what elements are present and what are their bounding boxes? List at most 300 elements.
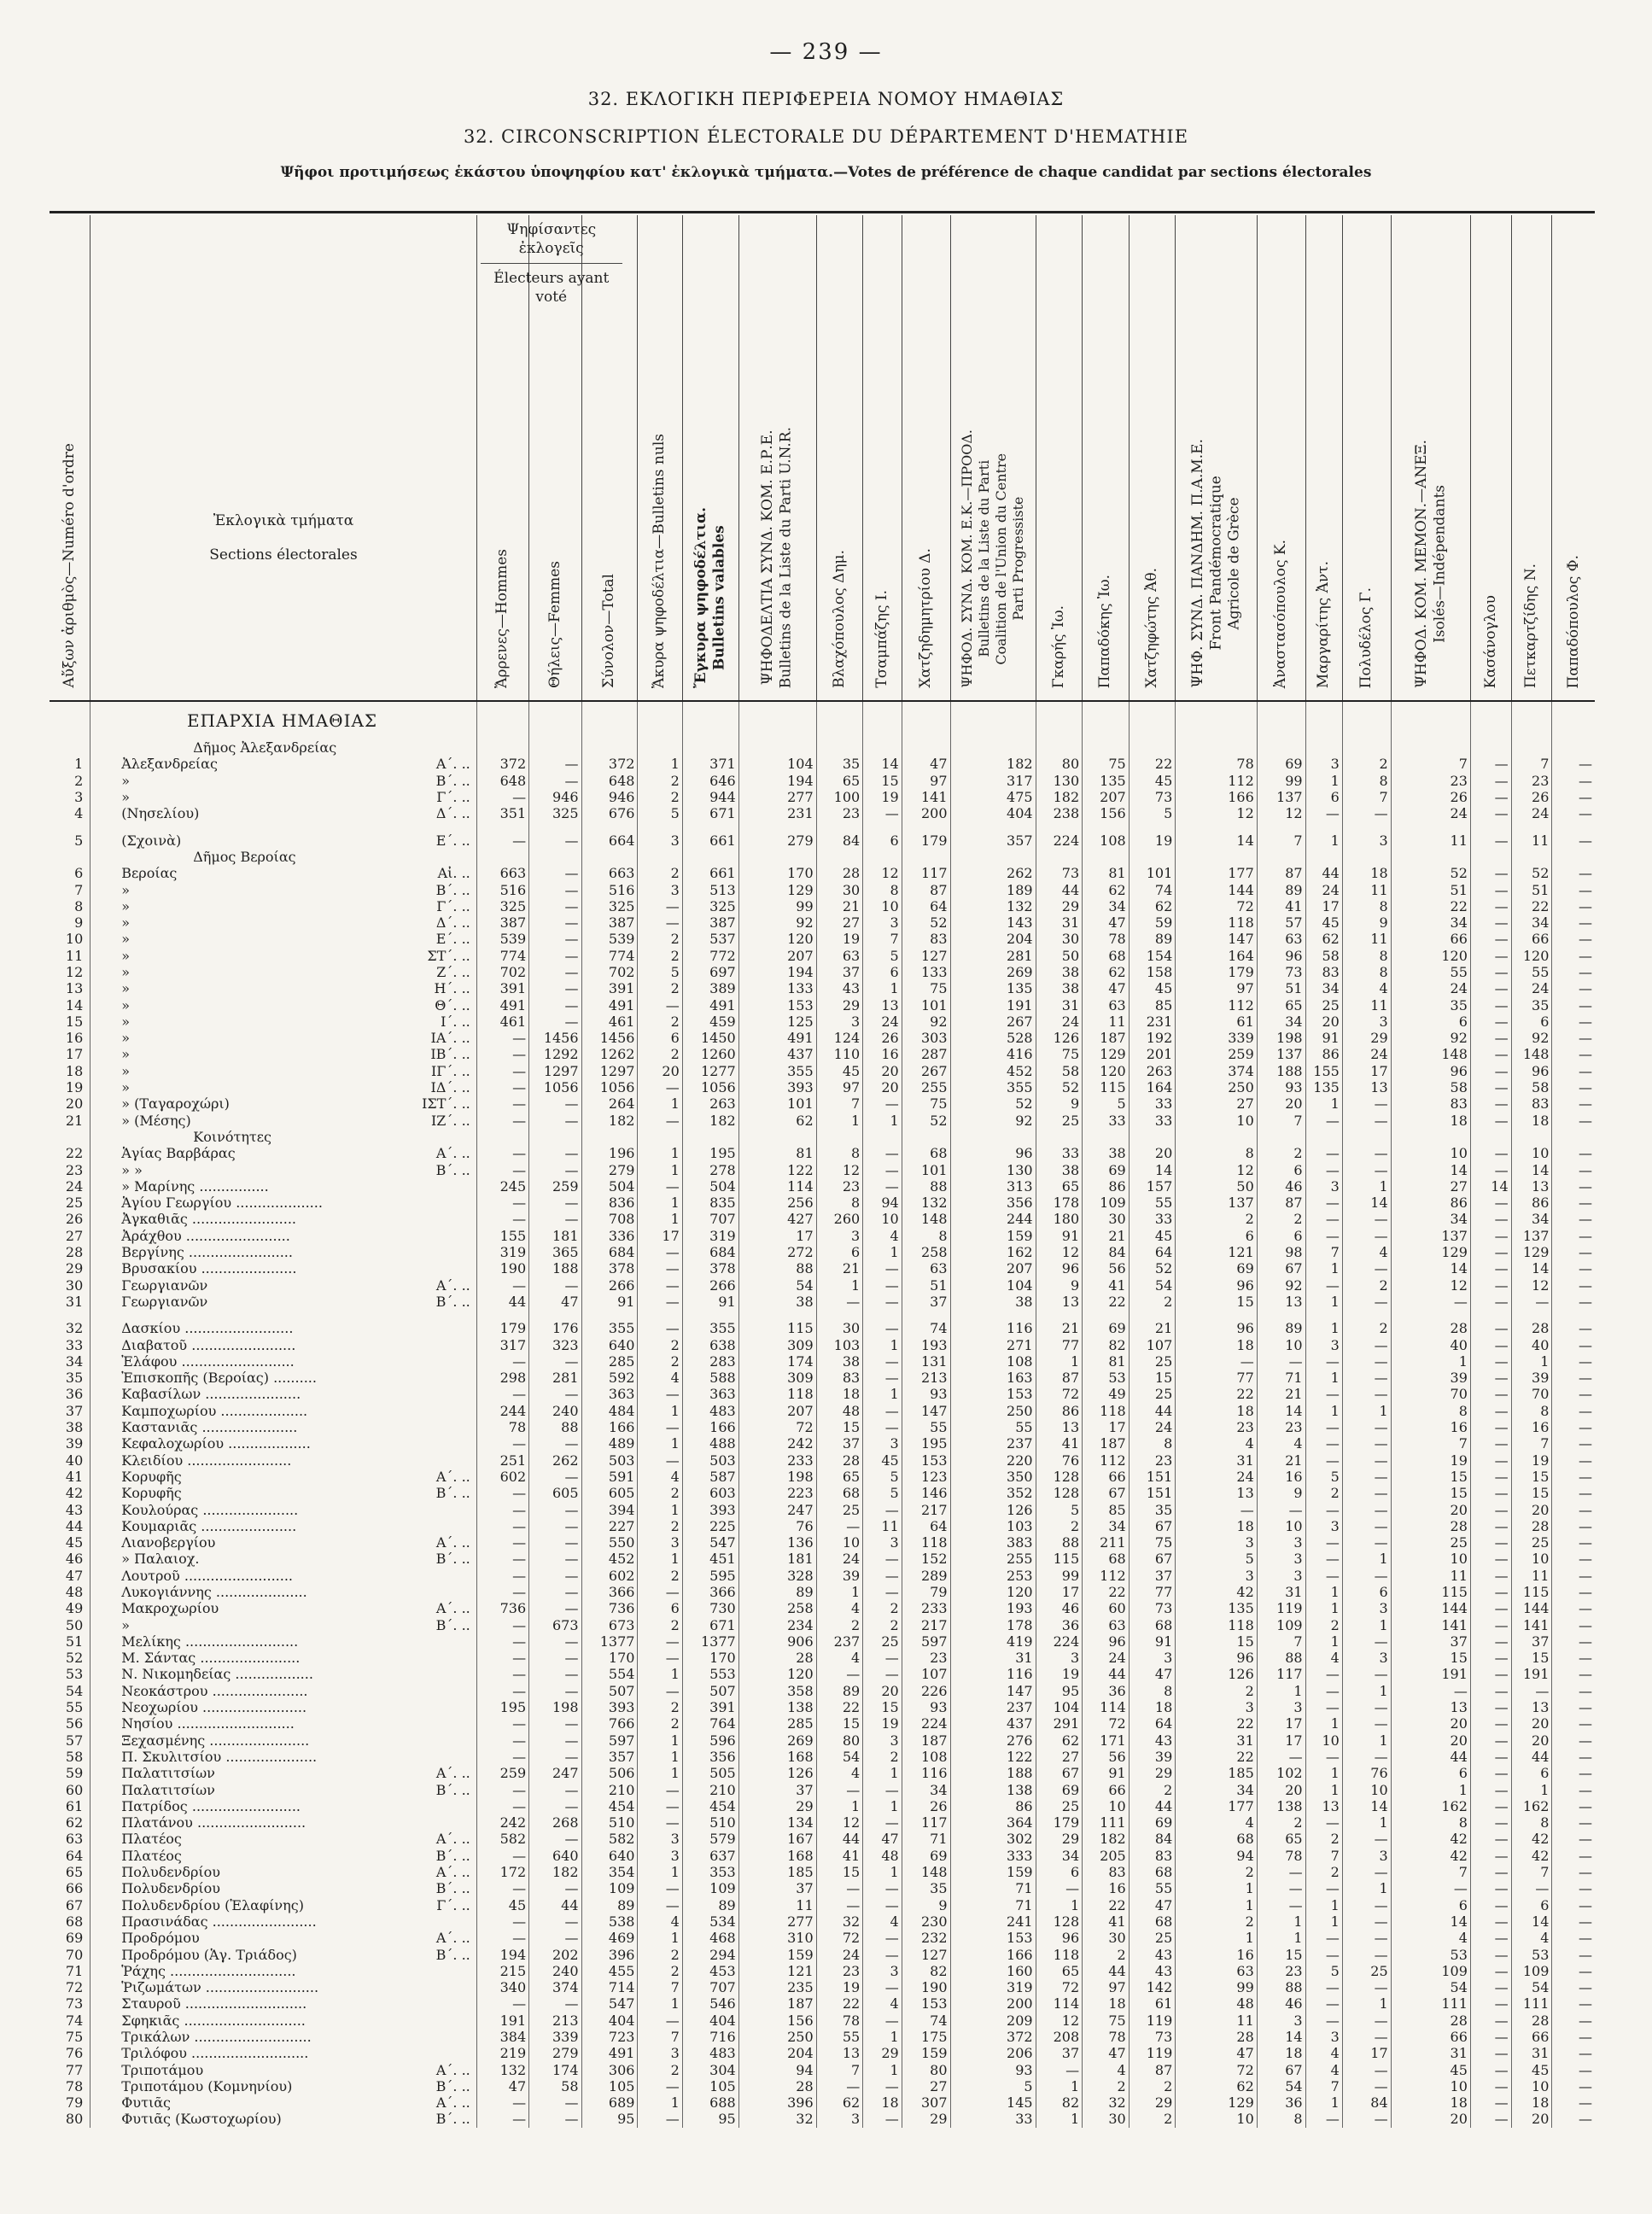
cell-b3: 64	[1129, 1715, 1176, 1732]
cell-b3: 73	[1129, 789, 1176, 805]
cell-a3: 83	[902, 931, 950, 947]
cell-a2: 1	[863, 1113, 902, 1129]
row-number: 10	[65, 931, 84, 948]
section-name	[90, 1079, 477, 1095]
table-row	[50, 1260, 1595, 1276]
cell-b2: 63	[1083, 996, 1130, 1013]
section-label: Ἐλάφου ..........................	[121, 1352, 295, 1370]
cell-t: 554	[581, 1666, 638, 1682]
cell-f: 247	[529, 1765, 581, 1781]
cell-val: 513	[682, 881, 738, 897]
row-number: 29	[65, 1260, 84, 1277]
cell-f: —	[529, 1633, 581, 1650]
cell-i3: —	[1552, 1386, 1595, 1402]
cell-anex: 31	[1391, 2045, 1470, 2061]
region-name: ΕΠΑΡΧΙΑ ΗΜΑΘΙΑΣ	[90, 701, 477, 739]
section-name	[90, 1946, 477, 1962]
cell-a2: —	[863, 1095, 902, 1112]
cell-val: 772	[682, 948, 738, 964]
section-part: Ζ΄. ..	[436, 964, 470, 980]
cell-val: 671	[682, 1616, 738, 1633]
cell-f: —	[529, 1161, 581, 1177]
cell-val: 387	[682, 914, 738, 931]
cell-m: —	[476, 1113, 528, 1129]
cell-anex: 20	[1391, 1501, 1470, 1517]
cell-epe: 396	[738, 2094, 816, 2111]
cell-nul: 3	[638, 2045, 682, 2061]
cell-b3: 29	[1129, 1765, 1176, 1781]
cell-nul: —	[638, 2111, 682, 2127]
section-name	[90, 1880, 477, 1896]
cell-f: 47	[529, 1294, 581, 1310]
section-label: Βρυσακίου ......................	[121, 1260, 297, 1277]
cell-val: 263	[682, 1095, 738, 1112]
cell-t: 469	[581, 1930, 638, 1946]
section-label: » (Ταγαροχώρι)	[121, 1095, 230, 1113]
cell-b1: 9	[1036, 1095, 1083, 1112]
cell-p2: 91	[1305, 1030, 1342, 1046]
cell-a2: —	[863, 1781, 902, 1797]
section-name	[90, 1386, 477, 1402]
cell-val: 1450	[682, 1030, 738, 1046]
section-name	[90, 773, 477, 789]
cell-i1: —	[1470, 1485, 1511, 1501]
cell-nul: —	[638, 1650, 682, 1666]
cell-f: 374	[529, 1979, 581, 1995]
cell-i3: —	[1552, 1814, 1595, 1831]
cell-val: 638	[682, 1336, 738, 1352]
cell-ek: 147	[950, 1683, 1036, 1699]
cell-m: 774	[476, 948, 528, 964]
table-row	[50, 1320, 1595, 1336]
cell-a3: 68	[902, 1145, 950, 1161]
section-label: Ν. Νικομηδείας ..................	[121, 1666, 313, 1683]
cell-p3: 11	[1342, 996, 1391, 1013]
cell-i2: 4	[1511, 1930, 1552, 1946]
cell-anex: 144	[1391, 1600, 1470, 1616]
cell-a2: —	[863, 1650, 902, 1666]
cell-t: 702	[581, 964, 638, 980]
cell-i2: 51	[1511, 881, 1552, 897]
section-label: »	[121, 1013, 131, 1030]
cell-p2: 86	[1305, 1046, 1342, 1062]
cell-b2: 34	[1083, 898, 1130, 914]
cell-f: —	[529, 1650, 581, 1666]
cell-b3: 74	[1129, 881, 1176, 897]
cell-b3: 33	[1129, 1113, 1176, 1129]
cell-b2: 10	[1083, 1798, 1130, 1814]
cell-f: —	[529, 931, 581, 947]
cell-a3: 93	[902, 1699, 950, 1715]
cell-b2: 2	[1083, 2078, 1130, 2094]
cell-b3: 14	[1129, 1161, 1176, 1177]
cell-val: 105	[682, 2078, 738, 2094]
cell-ek: 269	[950, 964, 1036, 980]
cell-i2: 15	[1511, 1485, 1552, 1501]
cell-b2: 66	[1083, 1781, 1130, 1797]
cell-val: 283	[682, 1353, 738, 1370]
cell-i2: 22	[1511, 898, 1552, 914]
cell-f: —	[529, 1386, 581, 1402]
cell-b1: 3	[1036, 1650, 1083, 1666]
cell-f: 262	[529, 1452, 581, 1468]
cell-p1: 96	[1257, 948, 1305, 964]
cell-f: 281	[529, 1370, 581, 1386]
cell-b3: 45	[1129, 1228, 1176, 1244]
cell-i1: —	[1470, 1336, 1511, 1352]
section-name	[90, 1294, 477, 1310]
cell-i3: —	[1552, 1161, 1595, 1177]
cell-val: 507	[682, 1683, 738, 1699]
cell-b1: 67	[1036, 1765, 1083, 1781]
row-number: 77	[65, 2061, 84, 2078]
cell-a3: 255	[902, 1079, 950, 1095]
cell-i2: 54	[1511, 1979, 1552, 1995]
cell-p3: 14	[1342, 1798, 1391, 1814]
cell-a2: —	[863, 1584, 902, 1600]
cell-i3: —	[1552, 1228, 1595, 1244]
cell-b1: 65	[1036, 1963, 1083, 1979]
cell-pame: 121	[1176, 1244, 1258, 1260]
cell-ek: 103	[950, 1518, 1036, 1534]
section-part: Β΄. ..	[435, 1293, 470, 1310]
cell-t: 357	[581, 1749, 638, 1765]
cell-i1: —	[1470, 1063, 1511, 1079]
cell-t: 550	[581, 1534, 638, 1551]
cell-pame: 12	[1176, 805, 1258, 821]
cell-m: 648	[476, 773, 528, 789]
cell-i2: 115	[1511, 1584, 1552, 1600]
cell-b1: 128	[1036, 1913, 1083, 1930]
table-row	[50, 898, 1595, 914]
cell-b1: 128	[1036, 1469, 1083, 1485]
spacer-row	[50, 821, 1595, 832]
cell-val: 325	[682, 898, 738, 914]
table-row	[50, 2078, 1595, 2094]
cell-epe: 94	[738, 2061, 816, 2077]
section-label: Διαβατοῦ ........................	[121, 1336, 296, 1353]
cell-p2: 1	[1305, 773, 1342, 789]
row-number: 45	[65, 1534, 84, 1551]
section-part: Β΄. ..	[435, 2111, 470, 2128]
cell-anex: 58	[1391, 1079, 1470, 1095]
row-number: 39	[65, 1435, 84, 1452]
cell-epe: 32	[738, 2111, 816, 2127]
cell-p2: —	[1305, 1568, 1342, 1584]
cell-a3: 224	[902, 1715, 950, 1732]
cell-i1: —	[1470, 1244, 1511, 1260]
section-name	[90, 1419, 477, 1435]
cell-b1: 12	[1036, 1244, 1083, 1260]
cell-i1: —	[1470, 1798, 1511, 1814]
cell-t: 452	[581, 1551, 638, 1567]
cell-i3: —	[1552, 1353, 1595, 1370]
cell-i1: —	[1470, 2061, 1511, 2077]
cell-t: 394	[581, 1501, 638, 1517]
cell-m: —	[476, 1485, 528, 1501]
cell-p1: 1	[1257, 1913, 1305, 1930]
cell-a3: 187	[902, 1732, 950, 1749]
cell-i2: 53	[1511, 1946, 1552, 1962]
section-part: Α΄. ..	[435, 756, 470, 773]
cell-pame: 42	[1176, 1584, 1258, 1600]
row-number: 42	[65, 1485, 84, 1502]
cell-p3: 8	[1342, 964, 1391, 980]
cell-m: 259	[476, 1765, 528, 1781]
cell-epe: 185	[738, 1864, 816, 1880]
cell-f: —	[529, 1501, 581, 1517]
cell-t: 663	[581, 865, 638, 881]
cell-t: 836	[581, 1195, 638, 1211]
cell-f: —	[529, 1715, 581, 1732]
cell-nul: 6	[638, 1600, 682, 1616]
section-label: Τριποτάμου (Κομνηνίου)	[121, 2077, 293, 2094]
cell-b3: 157	[1129, 1178, 1176, 1195]
cell-b2: 30	[1083, 1211, 1130, 1227]
cell-f: —	[529, 1781, 581, 1797]
cell-b2: 114	[1083, 1699, 1130, 1715]
cell-p2: 2	[1305, 1485, 1342, 1501]
cell-epe: 136	[738, 1534, 816, 1551]
cell-p2: —	[1305, 1113, 1342, 1129]
cell-pame: 374	[1176, 1063, 1258, 1079]
cell-i3: —	[1552, 1699, 1595, 1715]
cell-p2: 2	[1305, 1831, 1342, 1847]
cell-i2: 14	[1511, 1913, 1552, 1930]
col-pame: ΨΗΦ. ΣΥΝΔ. ΠΑΝΔΗΜ. Π.Α.Μ.Ε. Front Pandémocratique Agricole de Grèce	[1176, 215, 1258, 701]
section-part: Β΄. ..	[435, 1781, 470, 1798]
cell-a1: 100	[816, 789, 863, 805]
cell-f: —	[529, 756, 581, 772]
cell-b1: 1	[1036, 1353, 1083, 1370]
cell-m: —	[476, 1913, 528, 1930]
cell-f: —	[529, 1683, 581, 1699]
cell-b3: 33	[1129, 1095, 1176, 1112]
cell-i3: —	[1552, 1469, 1595, 1485]
cell-epe: 81	[738, 1145, 816, 1161]
row-number: 55	[65, 1699, 84, 1716]
cell-a1: 8	[816, 1195, 863, 1211]
cell-nul: 3	[638, 1848, 682, 1864]
row-number: 34	[65, 1352, 84, 1370]
cell-p1: 14	[1257, 2029, 1305, 2045]
cell-i2: 141	[1511, 1616, 1552, 1633]
cell-a1: 29	[816, 996, 863, 1013]
table-body	[50, 701, 1595, 2128]
cell-val: 195	[682, 1145, 738, 1161]
cell-p3: 29	[1342, 1030, 1391, 1046]
section-name	[90, 1666, 477, 1682]
section-label: (Σχοινὰ)	[121, 832, 182, 849]
cell-b3: 89	[1129, 931, 1176, 947]
cell-anex: 34	[1391, 914, 1470, 931]
cell-epe: 17	[738, 1228, 816, 1244]
cell-i3: —	[1552, 1244, 1595, 1260]
cell-val: 363	[682, 1386, 738, 1402]
cell-pame: 78	[1176, 756, 1258, 772]
cell-p1: 98	[1257, 1244, 1305, 1260]
cell-b3: 45	[1129, 773, 1176, 789]
cell-b1: 86	[1036, 1403, 1083, 1419]
cell-t: 461	[581, 1014, 638, 1030]
cell-b2: 56	[1083, 1749, 1130, 1765]
cell-m: 132	[476, 2061, 528, 2077]
row-number: 69	[65, 1930, 84, 1947]
cell-val: 697	[682, 964, 738, 980]
cell-f: —	[529, 1534, 581, 1551]
cell-epe: 167	[738, 1831, 816, 1847]
cell-p2: 1	[1305, 1633, 1342, 1650]
cell-val: 353	[682, 1864, 738, 1880]
cell-b3: 87	[1129, 2061, 1176, 2077]
section-name	[90, 1568, 477, 1584]
cell-t: 489	[581, 1435, 638, 1452]
cell-nul: —	[638, 898, 682, 914]
cell-anex: 191	[1391, 1666, 1470, 1682]
cell-ek: 143	[950, 914, 1036, 931]
cell-f: 240	[529, 1963, 581, 1979]
cell-nul: 5	[638, 964, 682, 980]
cell-i2: 8	[1511, 1814, 1552, 1831]
cell-epe: 181	[738, 1551, 816, 1567]
section-name	[90, 1683, 477, 1699]
cell-p3: —	[1342, 1913, 1391, 1930]
cell-epe: 54	[738, 1277, 816, 1294]
cell-m: —	[476, 1353, 528, 1370]
cell-b3: 263	[1129, 1063, 1176, 1079]
cell-b3: 2	[1129, 2078, 1176, 2094]
cell-i3: —	[1552, 1798, 1595, 1814]
cell-m: —	[476, 1584, 528, 1600]
cell-m: 663	[476, 865, 528, 881]
cell-i2: 10	[1511, 1551, 1552, 1567]
cell-anex: 27	[1391, 1178, 1470, 1195]
section-label: »	[121, 881, 131, 898]
section-part: Β΄. ..	[435, 1161, 470, 1178]
cell-val: 488	[682, 1435, 738, 1452]
table-row	[50, 1518, 1595, 1534]
row-number: 15	[65, 1013, 84, 1030]
cell-p3: —	[1342, 1666, 1391, 1682]
cell-p1: 2	[1257, 1211, 1305, 1227]
section-name	[90, 865, 477, 881]
cell-p2: 3	[1305, 1336, 1342, 1352]
cell-m: —	[476, 1995, 528, 2012]
cell-anex: 45	[1391, 2061, 1470, 2077]
cell-f: —	[529, 1014, 581, 1030]
row-number: 66	[65, 1880, 84, 1897]
cell-a2: —	[863, 1880, 902, 1896]
cell-i3: —	[1552, 1014, 1595, 1030]
cell-i2: 40	[1511, 1336, 1552, 1352]
cell-nul: 1	[638, 1145, 682, 1161]
cell-p1: 3	[1257, 1568, 1305, 1584]
cell-i2: 28	[1511, 1518, 1552, 1534]
cell-p1: 89	[1257, 1320, 1305, 1336]
cell-nul: —	[638, 1781, 682, 1797]
cell-i3: —	[1552, 832, 1595, 848]
cell-ek: 120	[950, 1584, 1036, 1600]
cell-p3: 6	[1342, 1584, 1391, 1600]
cell-m: —	[476, 1848, 528, 1864]
table-row	[50, 2029, 1595, 2045]
section-part: Δ΄. ..	[435, 805, 470, 822]
cell-f: —	[529, 1353, 581, 1370]
cell-a1: 15	[816, 1419, 863, 1435]
table-row	[50, 789, 1595, 805]
cell-f: —	[529, 980, 581, 996]
cell-epe: 62	[738, 1113, 816, 1129]
cell-epe: 272	[738, 1244, 816, 1260]
cell-i1: —	[1470, 996, 1511, 1013]
table-row	[50, 1403, 1595, 1419]
cell-pame: 48	[1176, 1995, 1258, 2012]
cell-b3: 75	[1129, 1534, 1176, 1551]
cell-b3: 3	[1129, 1650, 1176, 1666]
cell-a3: 52	[902, 914, 950, 931]
cell-epe: 427	[738, 1211, 816, 1227]
cell-a3: 217	[902, 1616, 950, 1633]
row-number: 21	[65, 1112, 84, 1129]
cell-a1: 110	[816, 1046, 863, 1062]
cell-b2: 67	[1083, 1485, 1130, 1501]
cell-i2: 137	[1511, 1228, 1552, 1244]
cell-b2: 16	[1083, 1880, 1130, 1896]
cell-val: 661	[682, 865, 738, 881]
cell-pame: 61	[1176, 1014, 1258, 1030]
cell-a2: 10	[863, 1211, 902, 1227]
cell-t: 484	[581, 1403, 638, 1419]
cell-b3: 2	[1129, 2111, 1176, 2127]
cell-i1: —	[1470, 1113, 1511, 1129]
cell-i2: 11	[1511, 832, 1552, 848]
section-label: Μ. Σάντας .......................	[121, 1650, 301, 1667]
cell-a1: —	[816, 1666, 863, 1682]
cell-pame: 94	[1176, 1848, 1258, 1864]
cell-i1: —	[1470, 865, 1511, 881]
cell-epe: 437	[738, 1046, 816, 1062]
cell-p3: 2	[1342, 1320, 1391, 1336]
cell-i1: —	[1470, 1014, 1511, 1030]
cell-p2: 5	[1305, 1469, 1342, 1485]
cell-i2: 10	[1511, 2078, 1552, 2094]
cell-epe: 187	[738, 1995, 816, 2012]
cell-a3: 29	[902, 2111, 950, 2127]
cell-val: 537	[682, 931, 738, 947]
cell-b2: 108	[1083, 832, 1130, 848]
cell-i2: 20	[1511, 2111, 1552, 2127]
cell-f: 88	[529, 1419, 581, 1435]
cell-anex: 1	[1391, 1781, 1470, 1797]
cell-p1: 41	[1257, 898, 1305, 914]
cell-nul: 1	[638, 1195, 682, 1211]
cell-val: 453	[682, 1963, 738, 1979]
cell-a1: 37	[816, 1435, 863, 1452]
cell-b2: 85	[1083, 1501, 1130, 1517]
cell-p1: 17	[1257, 1715, 1305, 1732]
cell-p3: 2	[1342, 756, 1391, 772]
cell-b2: 30	[1083, 1930, 1130, 1946]
cell-i1: —	[1470, 948, 1511, 964]
cell-val: 1056	[682, 1079, 738, 1095]
cell-f: 1292	[529, 1046, 581, 1062]
cell-f: 182	[529, 1864, 581, 1880]
table-row	[50, 1584, 1595, 1600]
table-row	[50, 1568, 1595, 1584]
cell-f: —	[529, 1600, 581, 1616]
cell-b1: 1	[1036, 1896, 1083, 1913]
cell-pame: 72	[1176, 2061, 1258, 2077]
